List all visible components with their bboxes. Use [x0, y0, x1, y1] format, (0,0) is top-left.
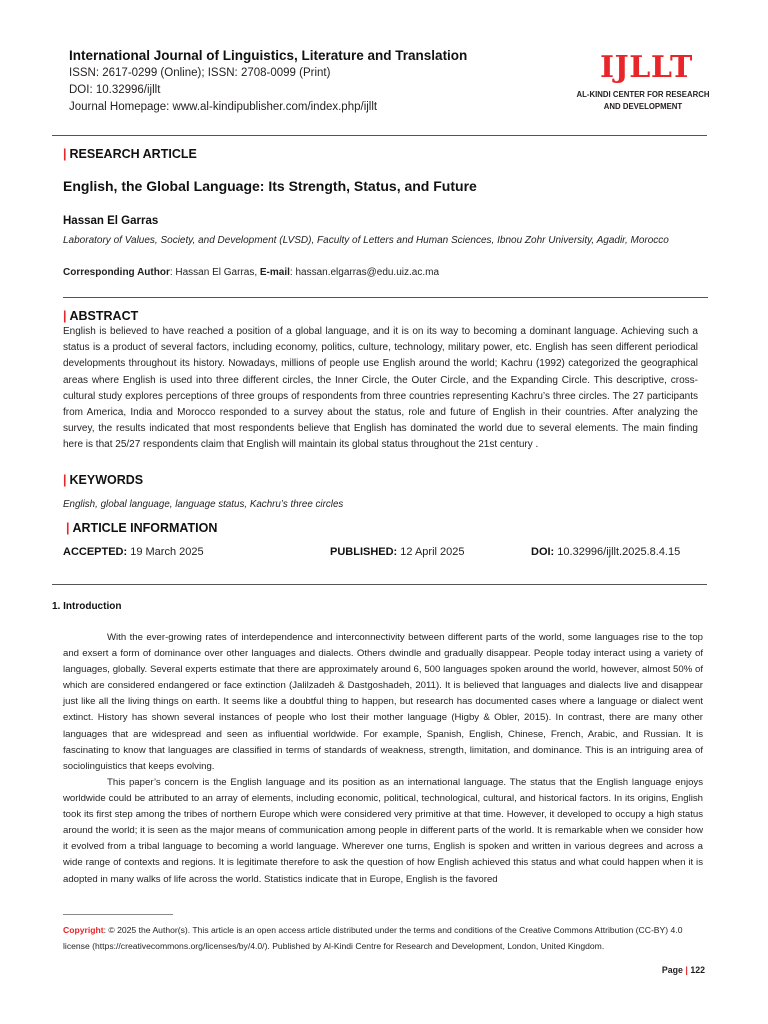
keywords-heading-label: KEYWORDS — [69, 473, 144, 487]
article-type-label: RESEARCH ARTICLE — [69, 147, 197, 161]
page-label: Page — [661, 965, 683, 975]
copyright-text: : © 2025 the Author(s). This article is an open access article distributed under the terms and conditions of the Creative Commons Attribution (CC-BY) 4.0 license (https://creativecommons.org/licenses/by/4.0/). Published by Al-Kindi Centre for Research and Development, London, United Kingdom. — [63, 925, 683, 951]
header-divider — [52, 135, 707, 136]
email-label: E-mail — [259, 267, 290, 278]
article-doi — [531, 546, 680, 558]
keywords-heading — [63, 473, 143, 487]
corresponding-label: Corresponding Author — [63, 267, 170, 278]
doi-label: DOI: — [531, 546, 555, 558]
footnote-rule — [63, 914, 173, 915]
published-value: 12 April 2025 — [397, 546, 465, 558]
corresponding-name: : Hassan El Garras, — [169, 267, 260, 278]
accepted-label: ACCEPTED: — [63, 546, 128, 558]
logo-subtitle — [560, 89, 726, 113]
section-bar-icon: | — [63, 309, 67, 323]
author-name: Hassan El Garras — [63, 215, 159, 227]
published-date — [330, 546, 465, 558]
article-type-heading — [63, 147, 197, 161]
section-bar-icon: | — [63, 473, 67, 487]
section-bar-icon: | — [66, 521, 70, 535]
email-address: : hassan.elgarras@edu.uiz.ac.ma — [289, 267, 440, 278]
article-info-heading — [66, 521, 217, 535]
copyright-label: Copyright — [63, 925, 104, 935]
published-label: PUBLISHED: — [330, 546, 398, 558]
corresponding-author — [63, 267, 439, 278]
page-number-value: 122 — [690, 965, 705, 975]
page-number — [630, 965, 705, 975]
abstract-heading — [63, 309, 138, 323]
keywords-text: English, global language, language status, Kachru’s three circles — [63, 499, 344, 510]
abstract-divider — [63, 297, 708, 298]
intro-paragraph-2 — [63, 775, 703, 888]
journal-title: International Journal of Linguistics, Literature and Translation — [69, 48, 468, 63]
article-info-heading-label: ARTICLE INFORMATION — [72, 521, 218, 535]
intro-paragraph-1 — [63, 630, 703, 775]
accepted-value: 19 March 2025 — [127, 546, 204, 558]
logo-subtitle-line-2: AND DEVELOPMENT — [603, 102, 683, 111]
author-affiliation: Laboratory of Values, Society, and Development (LVSD), Faculty of Letters and Human Sciences, Ibnou Zohr University, Agadir, Morocco — [63, 235, 669, 246]
copyright-notice — [63, 922, 703, 954]
page-separator: | — [685, 965, 688, 975]
body-divider — [52, 584, 707, 585]
journal-homepage: Journal Homepage: www.al-kindipublisher.com/index.php/ijllt — [69, 101, 378, 113]
intro-paragraph-2-text: This paper’s concern is the English language and its position as an international language. The status that the English language enjoys worldwide could be attributed to an array of elements, including economic, political, technological, cultural, and historical factors. In its origins, English took its first step among the tribes of northern Europe which were considered very primitive at that time. However, it developed to occupy a high status around the world; it is seen as the major means of communication among people in different parts of the world. It is remarkable when we consider how it evolved from a tribal language to becoming a world language. Wherever one turns, English is spoken and written in various degrees and across a wide range of contexts and regions. It is legitimate therefore to ask the question of how English achieved this status and what could happen when it is adopted in many walks of life across the world. Statistics indicate that in Europe, English is the favored — [63, 777, 703, 885]
article-title: English, the Global Language: Its Strength, Status, and Future — [63, 178, 477, 194]
accepted-date — [63, 546, 204, 558]
doi-value: 10.32996/ijllt.2025.8.4.15 — [554, 546, 681, 558]
abstract-heading-label: ABSTRACT — [69, 309, 139, 323]
journal-logo: IJLLT — [600, 50, 693, 85]
section-bar-icon: | — [63, 147, 67, 161]
journal-issn: ISSN: 2617-0299 (Online); ISSN: 2708-0099 (Print) — [69, 67, 331, 79]
abstract-text: English is believed to have reached a position of a global language, and it is on its way to becoming a dominant language. Achieving such a status is a product of several factors, including economy, politics, culture, technology, military power, etc. English has seen different periodical developments throughout its history. Nowadays, millions of people use English around the world; Kachru (1992) categorized the geographical areas where English is used into three different circles, the Inner Circle, the Outer Circle, and the Expanding Circle. This descriptive, cross-cultural study explores perceptions of three groups of respondents from three countries representing Kachru’s three circles. The 27 participants from America, India and Morocco responded to a survey about the status, role and future of English in their countries. After analyzing the survey, the results indicated that most respondents believe that English has dominated the world due to several elements. The main finding here is that 25/27 respondents claim that English will maintain its global status throughout the 21st century . — [63, 326, 698, 451]
intro-paragraph-1-text: With the ever-growing rates of interdependence and interconnectivity between different parts of the world, some languages rise to the top and exsert a form of dominance over other languages and dialects. Others dwindle and gradually disappear. People today interact using a variety of languages, globally. Several experts estimate that there are approximately around 6, 500 languages spoken around the world, however, almost 50% of which are considered endangered or face extinction (Jalilzadeh & Dastgoshadeh, 2011). It is believed that languages and dialects live and disappear just like all the living things on earth. It seems like a doubtful thing to happen, but research has documented cases where a language or dialect went extinct. History has shown several instances of people who lost their mother language (Higby & Obler, 2015). In contrast, there are many other languages that are widespread and seen as influential worldwide. For example, Spanish, English, Chinese, French, Arabic, and Russian. It is fascinating to know that languages are classified in terms of standards of weakness, strength, limitation, and dominance. This is an intriguing area of sociolinguistics that keeps evolving. — [63, 632, 703, 772]
introduction-heading: 1. Introduction — [52, 601, 122, 612]
logo-subtitle-line-1: AL-KINDI CENTER FOR RESEARCH — [576, 90, 710, 99]
journal-doi: DOI: 10.32996/ijllt — [69, 84, 161, 96]
